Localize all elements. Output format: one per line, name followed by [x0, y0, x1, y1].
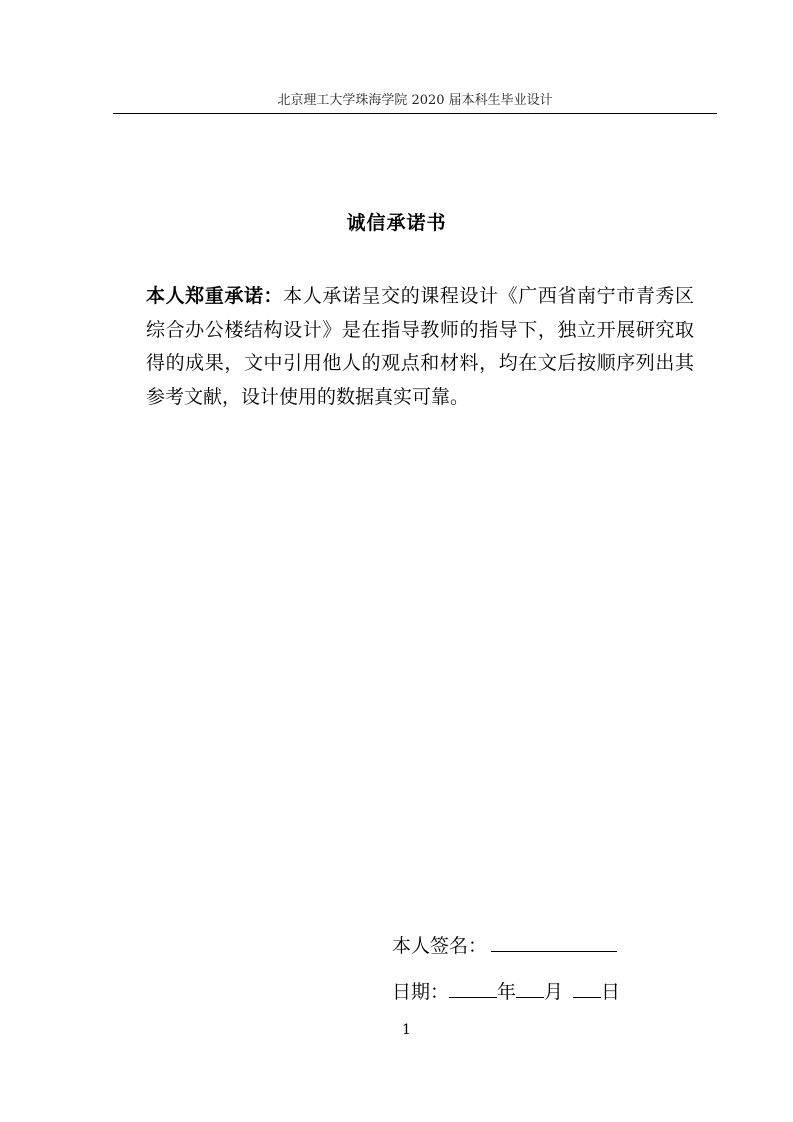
day-label: 日 [601, 981, 621, 1003]
year-label: 年 [497, 981, 517, 1003]
date-label: 日期： [392, 981, 450, 1003]
day-blank[interactable] [573, 977, 601, 998]
page-number: 1 [402, 1022, 411, 1038]
running-header: 北京理工大学珠海学院 2020 届本科生毕业设计 [277, 93, 553, 108]
header-divider [113, 113, 717, 114]
pledge-lead: 本人郑重承诺： [146, 285, 284, 307]
signature-label: 本人签名： [392, 935, 488, 957]
signature-blank[interactable] [491, 931, 617, 952]
pledge-body: 本人承诺呈交的课程设计《广西省南宁市青秀区综合办公楼结构设计》是在指导教师的指导下，独立开展研究取得的成果，文中引用他人的观点和材料，均在文后按顺序列出其参考文献，设计使用的数据真实可靠。 [146, 285, 694, 408]
pledge-paragraph [146, 280, 694, 414]
month-label: 月 [544, 981, 564, 1003]
month-blank[interactable] [516, 977, 544, 998]
document-title: 诚信承诺书 [346, 212, 447, 234]
year-blank[interactable] [449, 977, 497, 998]
signature-row [392, 931, 617, 960]
date-row [392, 977, 620, 1006]
